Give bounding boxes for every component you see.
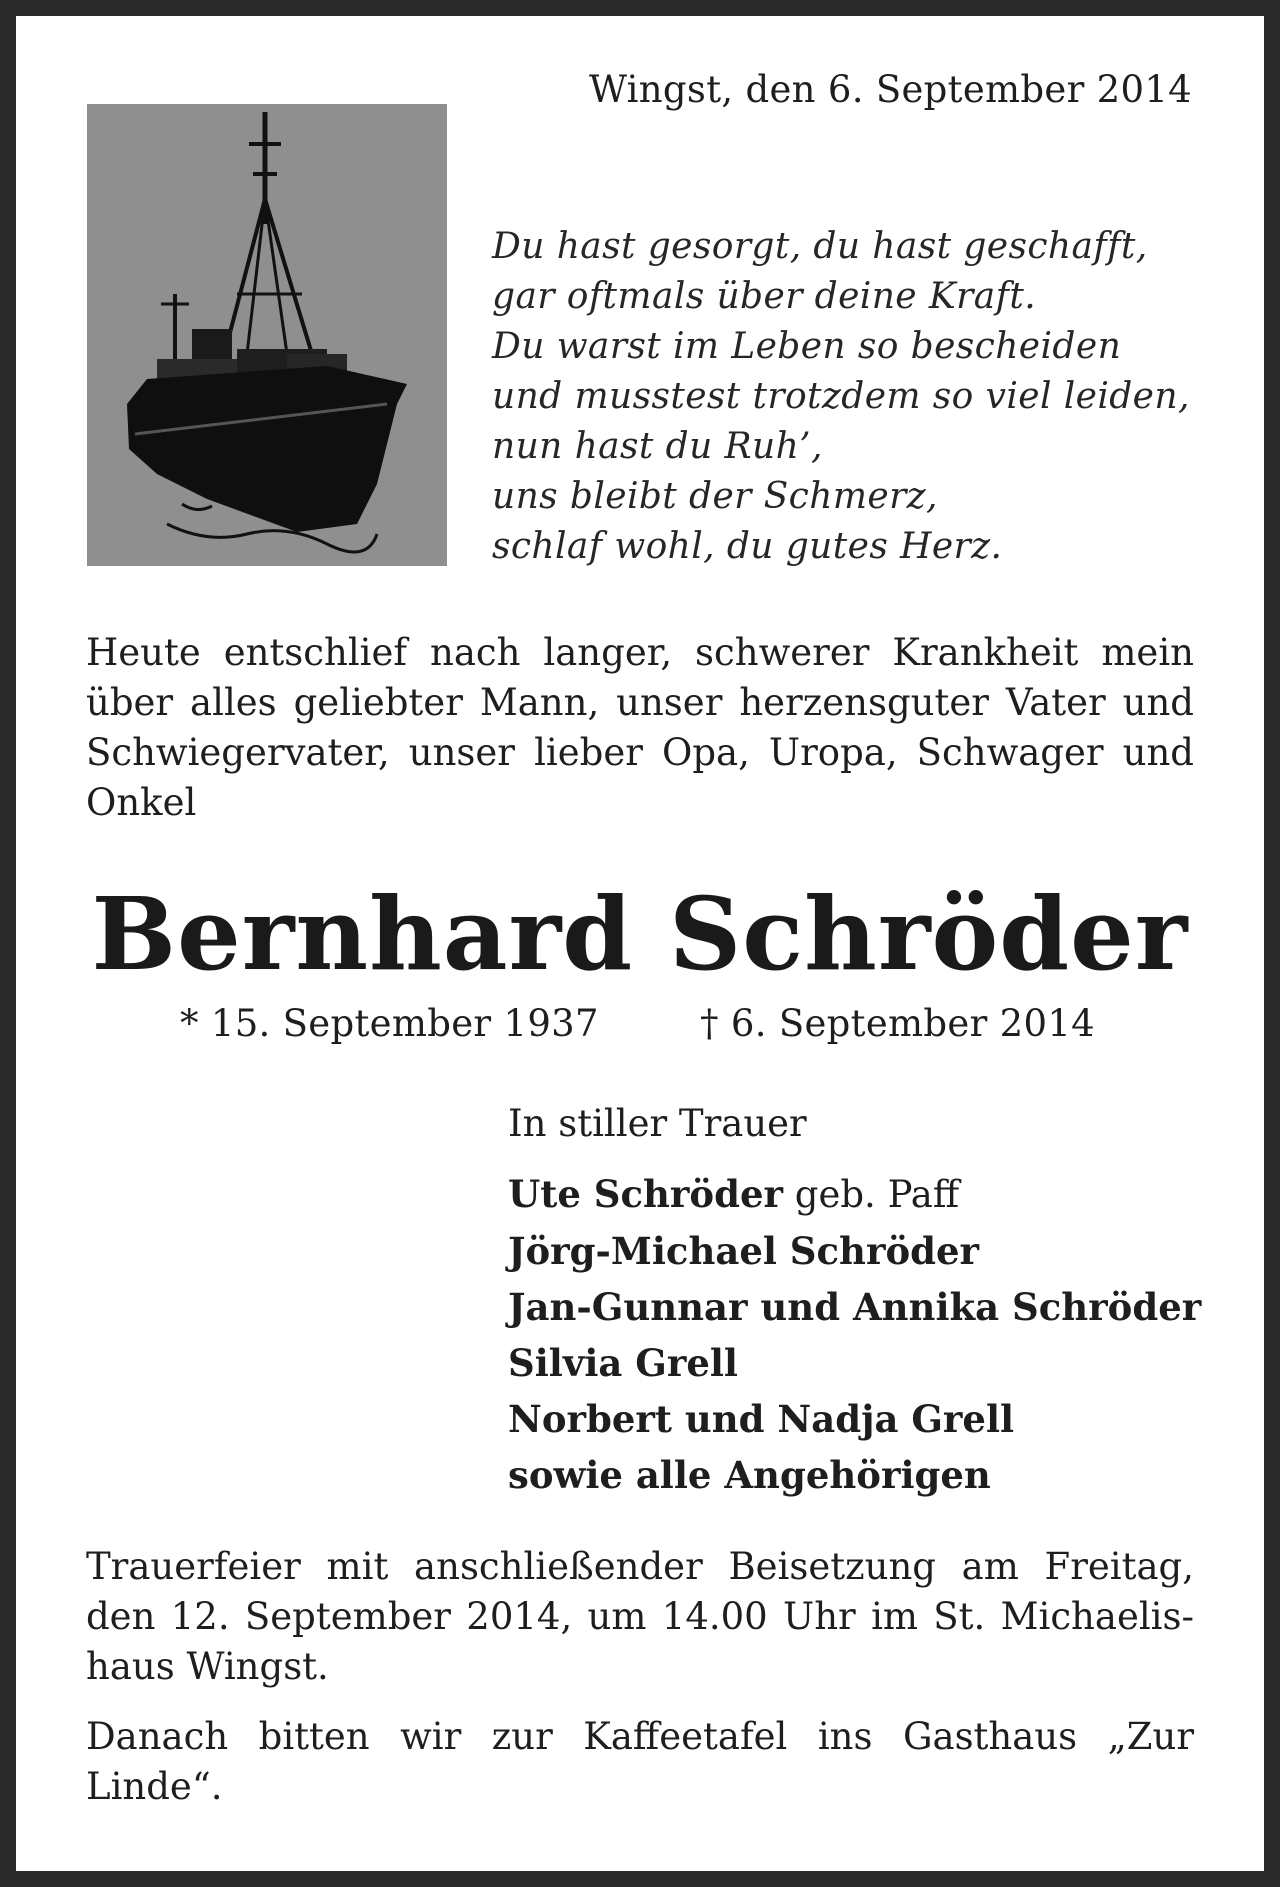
service-info: Trauerfeier mit anschließender Beisetzung am Freitag, den 12. September 2014, um 14.00 Uhr im St. Michaelis-haus Wingst. (86, 1545, 1194, 1688)
intro-text: Heute entschlief nach langer, schwerer Krankheit mein über alles geliebter Mann, unser herzensguter Vater und Schwiegervater, unser lieber Opa, Uropa, Schwager und Onkel (86, 631, 1194, 824)
mourner-item: sowie alle Angehörigen (508, 1453, 991, 1497)
death-date: † 6. September 2014 (700, 1002, 1095, 1045)
ship-picture (87, 104, 447, 566)
mourner-item (508, 1166, 1201, 1223)
birth-date: * 15. September 1937 (180, 1002, 599, 1045)
mourner-item: Jan-Gunnar und Annika Schröder (508, 1285, 1202, 1329)
poem-line: uns bleibt der Schmerz, (492, 476, 938, 517)
deceased-name: Bernhard Schröder (91, 875, 1189, 993)
poem-line: Du warst im Leben so bescheiden (492, 326, 1122, 367)
ship-drawing-icon (87, 104, 447, 566)
poem-line: schlaf wohl, du gutes Herz. (492, 526, 1003, 567)
mourner-item: Jörg-Michael Schröder (508, 1229, 980, 1273)
poem-line: Du hast gesorgt, du hast geschafft, (492, 226, 1148, 267)
mourner-item: Silvia Grell (508, 1341, 738, 1385)
poem (492, 222, 1190, 572)
mourner-name: Ute Schröder (508, 1172, 784, 1216)
date-place: Wingst, den 6. September 2014 (588, 68, 1192, 111)
mourners-list (508, 1166, 1201, 1503)
mourner-maiden-name: geb. Paff (783, 1173, 960, 1216)
poem-line: und musstest trotzdem so viel leiden, (492, 376, 1190, 417)
mourning-intro: In stiller Trauer (508, 1102, 807, 1145)
reception-info: Danach bitten wir zur Kaffeetafel ins Gasthaus „Zur Linde“. (86, 1715, 1194, 1808)
mourner-item: Norbert und Nadja Grell (508, 1397, 1015, 1441)
poem-line: nun hast du Ruh’, (492, 426, 823, 467)
poem-line: gar oftmals über deine Kraft. (492, 276, 1037, 317)
